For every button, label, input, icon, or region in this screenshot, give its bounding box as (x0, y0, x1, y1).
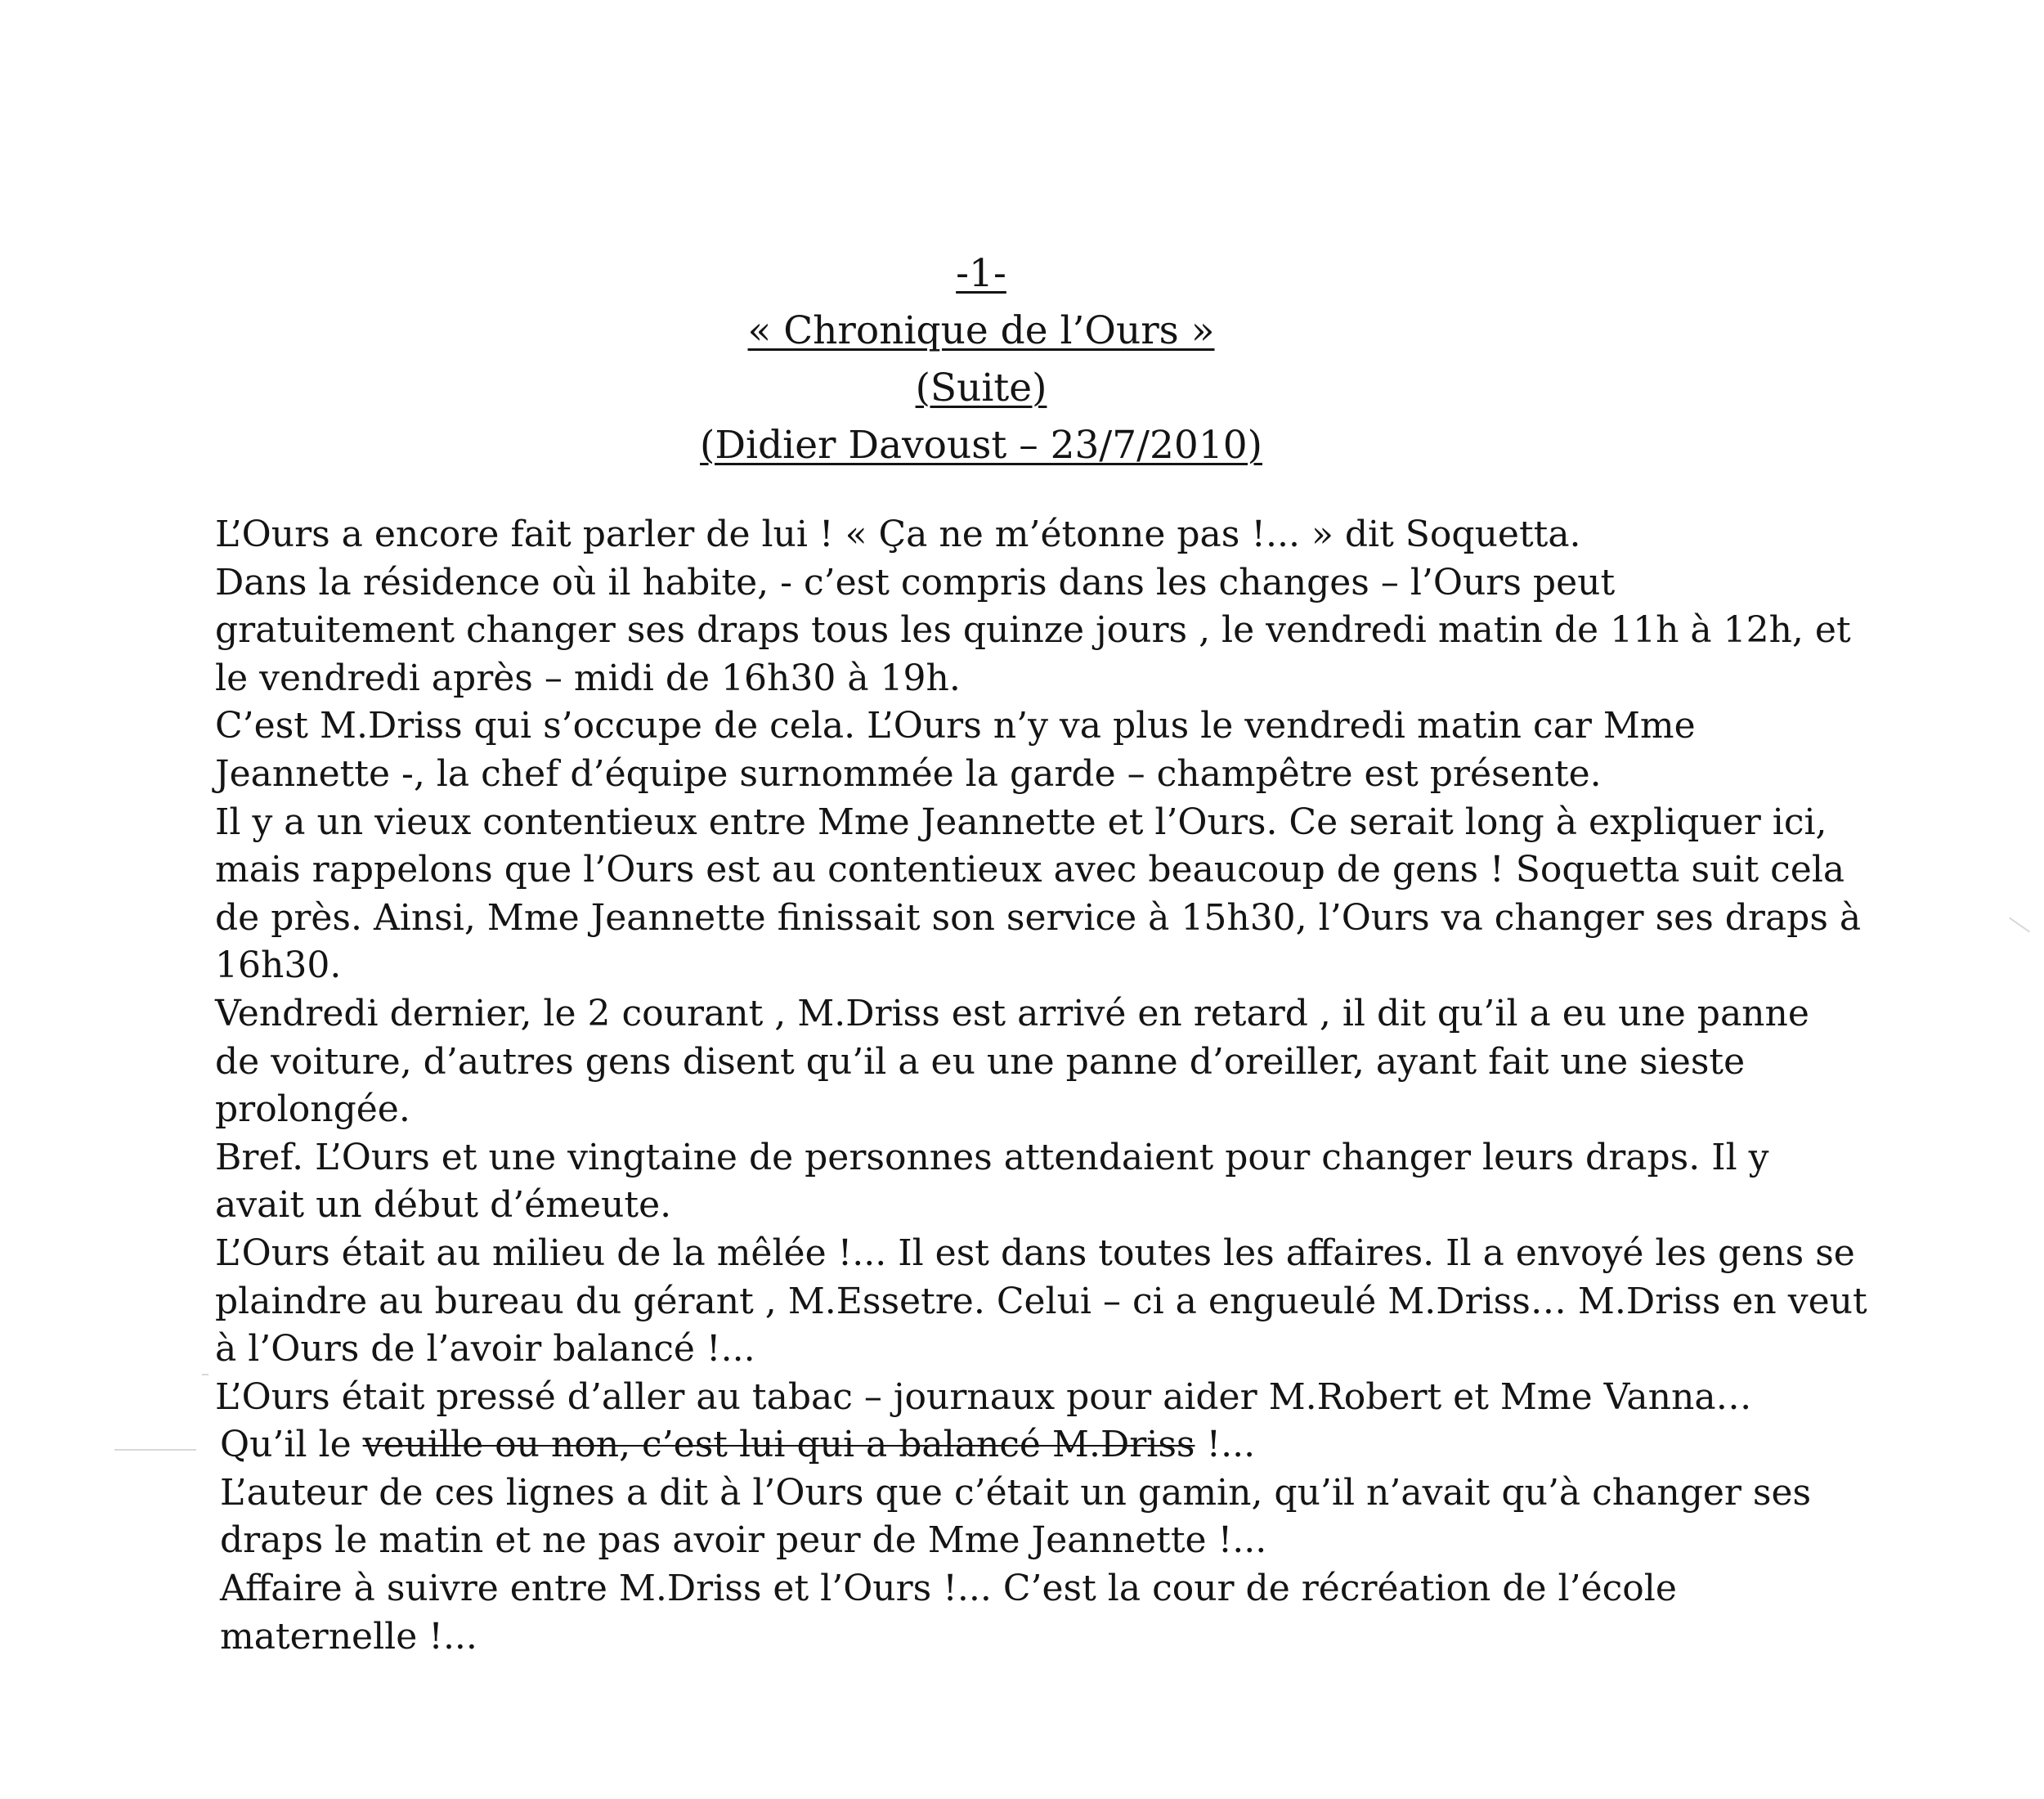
text-line: C’est M.Driss qui s’occupe de cela. L’Ours n’y va plus le vendredi matin car Mme (215, 705, 1696, 747)
text-line: mais rappelons que l’Ours est au contentieux avec beaucoup de gens ! Soquetta suit cela (215, 849, 1845, 891)
text-line: plaindre au bureau du gérant , M.Essetre. Celui – ci a engueulé M.Driss… M.Driss en veut (215, 1280, 1867, 1322)
text-line: L’Ours était pressé d’aller au tabac – journaux pour aider M.Robert et Mme Vanna… (215, 1375, 1752, 1418)
document-title: « Chronique de l’Ours » (747, 308, 1215, 353)
document-subtitle: (Suite) (915, 366, 1047, 410)
scan-artifact (2009, 917, 2030, 933)
text-line: de près. Ainsi, Mme Jeannette finissait son service à 15h30, l’Ours va changer ses draps à (215, 896, 1862, 939)
text-line: prolongée. (215, 1088, 410, 1131)
page-number: -1- (956, 251, 1006, 296)
text-line-with-strikethrough (215, 1421, 1997, 1469)
document-body (215, 511, 1997, 1661)
document-header (0, 245, 1962, 474)
struck-text: veuille ou non, c’est lui qui a balancé M.Driss (362, 1424, 1195, 1466)
text-line: gratuitement changer ses draps tous les quinze jours , le vendredi matin de 11h à 12h, et (215, 609, 1851, 652)
scan-artifact (202, 1374, 208, 1375)
text-line: de voiture, d’autres gens disent qu’il a eu une panne d’oreiller, ayant fait une sieste (215, 1040, 1746, 1083)
text-line: Il y a un vieux contentieux entre Mme Jeannette et l’Ours. Ce serait long à expliquer ici, (215, 801, 1827, 843)
text-line: Bref. L’Ours et une vingtaine de personnes attendaient pour changer leurs draps. Il y (215, 1136, 1769, 1178)
text-line: 16h30. (215, 944, 342, 987)
text-line: maternelle !... (220, 1615, 477, 1658)
text-line: à l’Ours de l’avoir balancé !... (215, 1328, 755, 1371)
text-line: L’auteur de ces lignes a dit à l’Ours que c’était un gamin, qu’il n’avait qu’à changer ses (220, 1471, 1812, 1514)
document-byline: (Didier Davoust – 23/7/2010) (700, 423, 1262, 468)
text-line: le vendredi après – midi de 16h30 à 19h. (215, 657, 961, 699)
scan-artifact (114, 1449, 196, 1451)
text-segment: Qu’il le (220, 1424, 363, 1466)
text-line: draps le matin et ne pas avoir peur de Mme Jeannette !... (220, 1519, 1267, 1562)
text-line: Affaire à suivre entre M.Driss et l’Ours !... C’est la cour de récréation de l’école (220, 1568, 1677, 1610)
text-line: avait un début d’émeute. (215, 1184, 672, 1227)
text-line: L’Ours a encore fait parler de lui ! « Ça ne m’étonne pas !... » dit Soquetta. (215, 514, 1581, 555)
text-segment: !... (1195, 1424, 1256, 1466)
text-line: L’Ours était au milieu de la mêlée !... Il est dans toutes les affaires. Il a envoyé les gens se (215, 1231, 1855, 1274)
text-line: Dans la résidence où il habite, - c’est compris dans les changes – l’Ours peut (215, 561, 1616, 603)
text-line: Jeannette -, la chef d’équipe surnommée la garde – champêtre est présente. (215, 752, 1602, 795)
text-line: Vendredi dernier, le 2 courant , M.Driss est arrivé en retard , il dit qu’il a eu une panne (215, 992, 1809, 1034)
